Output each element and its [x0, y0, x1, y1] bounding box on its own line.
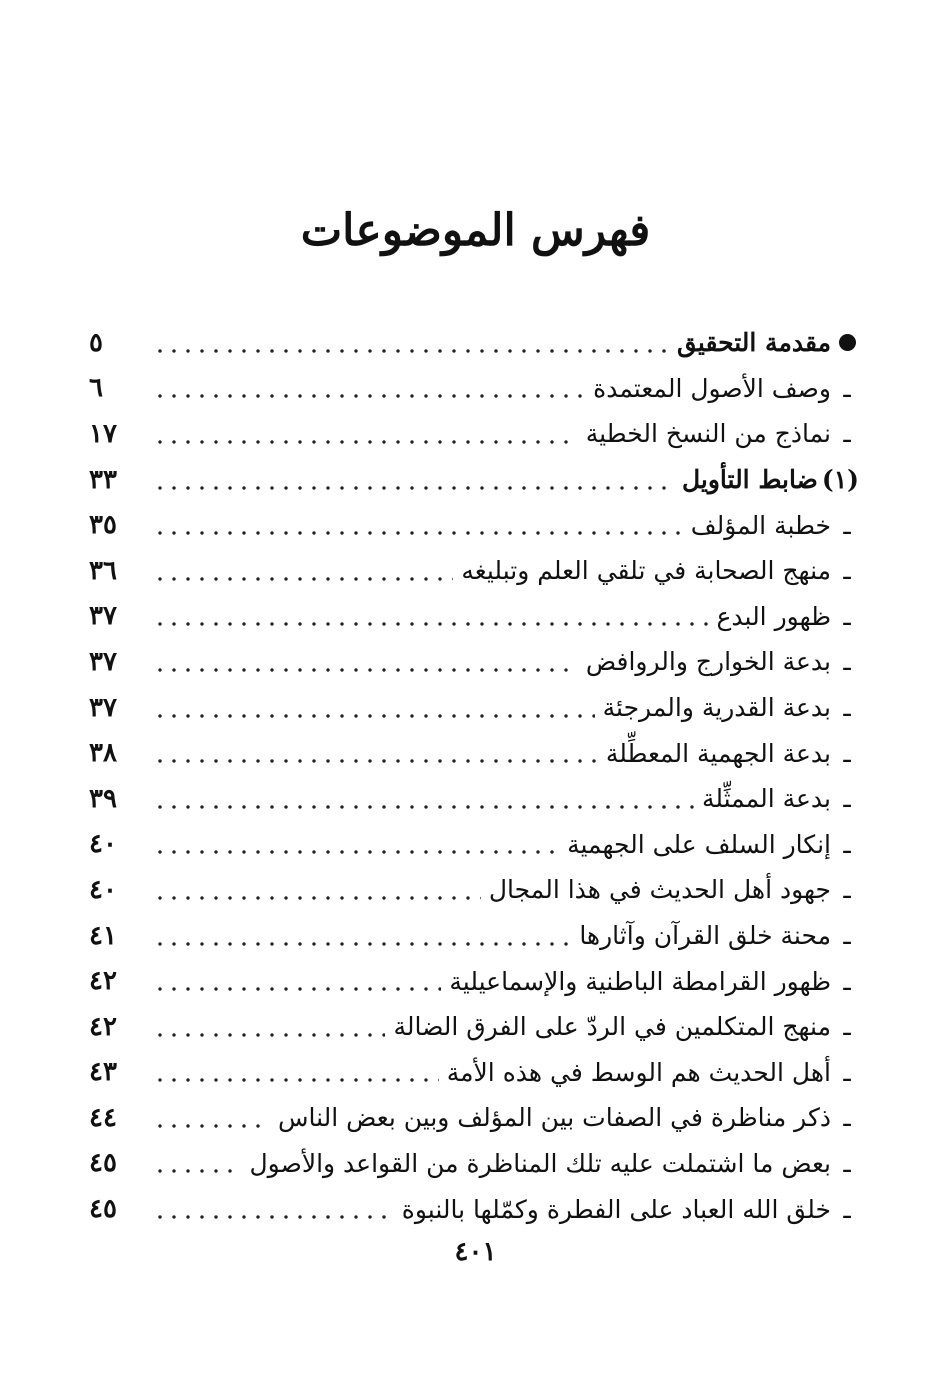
dot-leader	[153, 789, 694, 809]
toc-entry	[89, 366, 859, 412]
toc-entry-page: ٣٧	[89, 692, 117, 723]
dot-leader	[153, 652, 578, 672]
toc-entry-page: ٥	[89, 327, 103, 358]
toc-entry	[89, 502, 859, 548]
toc-entry-page: ٣٩	[89, 783, 117, 814]
toc-entry-page: ٤٣	[89, 1057, 117, 1088]
dot-leader	[153, 606, 708, 626]
toc-entry-number: (١)	[821, 465, 859, 495]
toc-entry	[89, 822, 859, 868]
dash-icon: ـ	[843, 738, 851, 768]
toc-entry	[89, 1141, 859, 1187]
toc-entry-label: خلق الله العباد على الفطرة وكمّلها بالنبوة	[401, 1194, 831, 1224]
dot-leader	[153, 743, 598, 763]
toc-entry	[89, 730, 859, 776]
toc-entry-label: خطبة المؤلف	[690, 510, 831, 540]
toc-entry-label: نماذج من النسخ الخطية	[585, 419, 831, 449]
toc-entry-page: ٣٧	[89, 601, 117, 632]
toc-entry-page: ٤٤	[89, 1102, 117, 1133]
dot-leader	[153, 378, 585, 398]
toc-entry-label: بعض ما اشتملت عليه تلك المناظرة من القواعد والأصول	[249, 1148, 831, 1178]
toc-entry-page: ٦	[89, 373, 103, 404]
toc-entry-label: منهج الصحابة في تلقي العلم وتبليغه	[461, 556, 831, 586]
page-title: فهرس الموضوعات	[300, 205, 651, 256]
dash-icon: ـ	[843, 966, 851, 996]
toc-entry-page: ٤١	[89, 920, 117, 951]
dash-icon: ـ	[843, 784, 851, 814]
toc-entry-page: ١٧	[89, 418, 117, 449]
dash-icon: ـ	[843, 829, 851, 859]
toc-entry	[89, 913, 859, 959]
toc-entry-label: جهود أهل الحديث في هذا المجال	[488, 875, 831, 905]
dot-leader	[153, 1017, 385, 1037]
toc-entry-page: ٤٢	[89, 966, 117, 997]
table-of-contents	[89, 320, 859, 1232]
dash-icon: ـ	[843, 1057, 851, 1087]
dash-icon: ـ	[843, 693, 851, 723]
toc-entry-page: ٣٣	[89, 464, 117, 495]
toc-entry-label: مقدمة التحقيق	[677, 328, 831, 358]
dash-icon: ـ	[843, 510, 851, 540]
dot-leader	[153, 1199, 394, 1219]
dot-leader	[153, 424, 578, 444]
toc-entry	[89, 639, 859, 685]
toc-entry-label: بدعة القدرية والمرجئة	[602, 693, 831, 723]
toc-entry-page: ٤٢	[89, 1011, 117, 1042]
dash-icon: ـ	[843, 1148, 851, 1178]
toc-entry-page: ٣٧	[89, 646, 117, 677]
toc-entry	[89, 594, 859, 640]
toc-entry-label: منهج المتكلمين في الردّ على الفرق الضالة	[393, 1012, 831, 1042]
dash-icon: ـ	[843, 875, 851, 905]
toc-entry	[89, 320, 859, 366]
dash-icon: ـ	[843, 556, 851, 586]
toc-entry-page: ٤٥	[89, 1148, 117, 1179]
dot-leader	[153, 971, 441, 991]
toc-entry	[89, 457, 859, 503]
dash-icon: ـ	[843, 601, 851, 631]
bullet-icon	[835, 334, 859, 351]
toc-entry	[89, 1050, 859, 1096]
dot-leader	[153, 470, 674, 490]
dot-leader	[153, 698, 595, 718]
toc-entry-label: محنة خلق القرآن وآثارها	[579, 921, 831, 951]
toc-entry-page: ٤٠	[89, 829, 117, 860]
toc-entry	[89, 411, 859, 457]
toc-entry	[89, 1095, 859, 1141]
toc-entry	[89, 776, 859, 822]
dot-leader	[153, 333, 669, 353]
dot-leader	[153, 561, 453, 581]
page-number: ٤٠١	[454, 1237, 497, 1267]
dash-icon: ـ	[843, 1194, 851, 1224]
dot-leader	[153, 1153, 242, 1173]
toc-entry-label: ظهور القرامطة الباطنية والإسماعيلية	[449, 966, 831, 996]
toc-entry-page: ٣٨	[89, 738, 117, 769]
toc-entry	[89, 548, 859, 594]
toc-entry-label: ضابط التأويل	[681, 465, 818, 495]
toc-entry-label: وصف الأصول المعتمدة	[593, 373, 831, 403]
toc-entry-label: ظهور البدع	[716, 601, 831, 631]
toc-entry-label: بدعة الجهمية المعطِّلة	[605, 738, 831, 768]
toc-entry	[89, 1186, 859, 1232]
dash-icon: ـ	[843, 647, 851, 677]
dash-icon: ـ	[843, 1012, 851, 1042]
toc-entry-label: أهل الحديث هم الوسط في هذه الأمة	[446, 1057, 831, 1087]
dash-icon: ـ	[843, 921, 851, 951]
toc-entry	[89, 1004, 859, 1050]
dash-icon: ـ	[843, 1103, 851, 1133]
dot-leader	[153, 834, 559, 854]
toc-entry-label: بدعة الخوارج والروافض	[585, 647, 831, 677]
dot-leader	[153, 1062, 439, 1082]
toc-entry-page: ٤٠	[89, 874, 117, 905]
toc-entry	[89, 685, 859, 731]
dot-leader	[153, 880, 481, 900]
toc-entry-page: ٣٥	[89, 510, 117, 541]
dot-leader	[153, 515, 683, 535]
toc-entry-page: ٤٥	[89, 1194, 117, 1225]
dot-leader	[153, 926, 571, 946]
toc-entry-label: بدعة الممثِّلة	[701, 784, 831, 814]
toc-entry	[89, 958, 859, 1004]
toc-entry-label: ذكر مناظرة في الصفات بين المؤلف وبين بعض الناس	[277, 1103, 831, 1133]
dash-icon: ـ	[843, 373, 851, 403]
dot-leader	[153, 1108, 270, 1128]
toc-entry-label: إنكار السلف على الجهمية	[567, 829, 831, 859]
toc-entry-page: ٣٦	[89, 555, 117, 586]
toc-entry	[89, 867, 859, 913]
bullet-dot	[839, 334, 856, 351]
dash-icon: ـ	[843, 419, 851, 449]
